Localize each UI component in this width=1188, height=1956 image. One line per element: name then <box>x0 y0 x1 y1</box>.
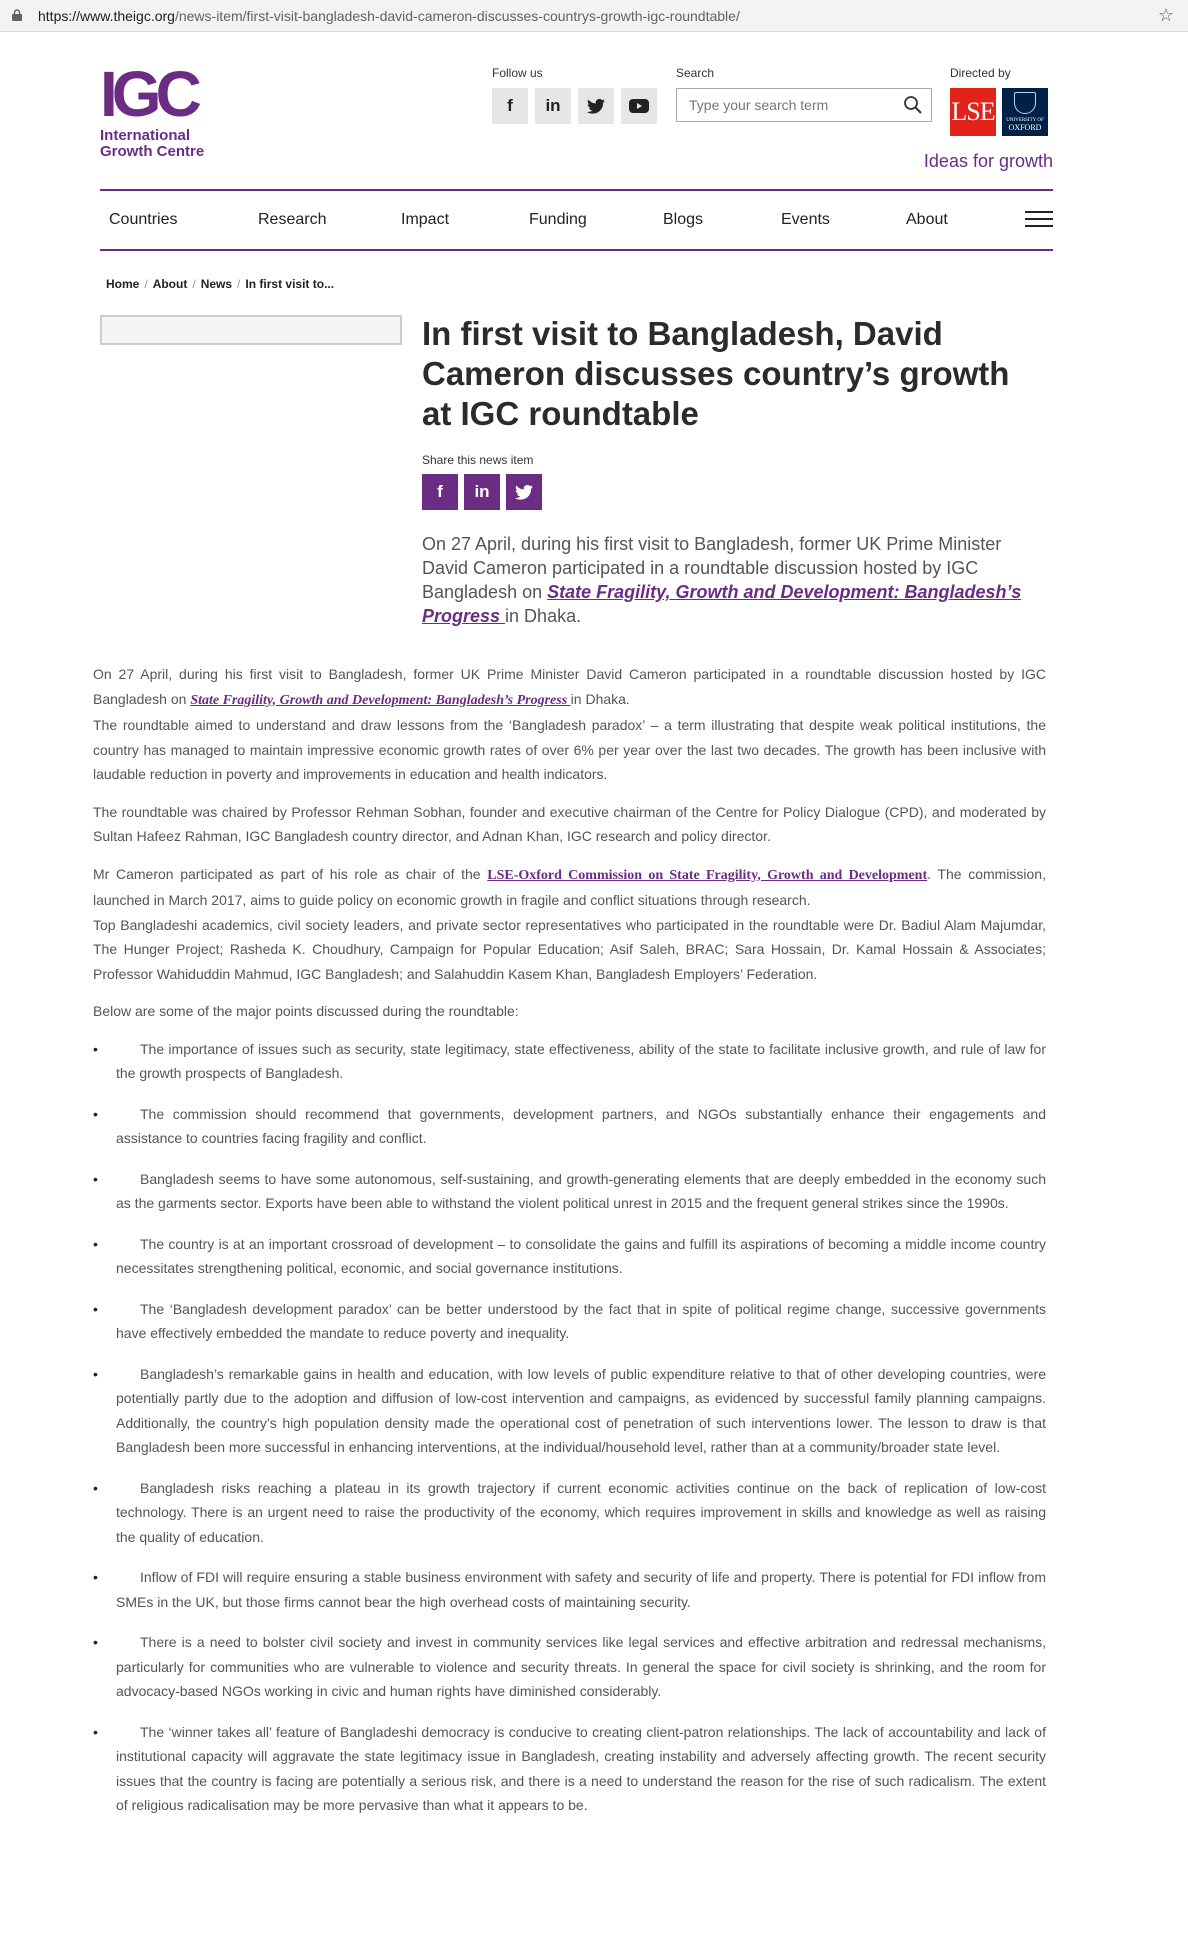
nav-countries[interactable]: Countries <box>109 211 178 228</box>
list-item-text: Inflow of FDI will require ensuring a stable business environment with safety and security of life and property. There is potential for FDI inflow from SMEs in the UK, but those firms cannot bear the high overhead costs of maintaining security. <box>116 1569 1046 1610</box>
search-area <box>676 66 932 122</box>
lead-text: On 27 April, during his first visit to Bangladesh, former UK Prime Minister David Cameron participated in a roundtable discussion hosted by IGC Bangladesh on <box>422 534 1002 602</box>
logo-name-line2: Growth Centre <box>100 143 205 160</box>
breadcrumb <box>106 277 334 291</box>
twitter-icon[interactable] <box>578 88 614 124</box>
article-lead <box>422 532 1047 628</box>
points-list <box>93 1037 1046 1818</box>
oxford-line2: OXFORD <box>1008 123 1042 132</box>
menu-icon[interactable] <box>1025 211 1053 232</box>
follow-us <box>492 66 657 124</box>
logo-mark: IGC <box>100 58 196 130</box>
breadcrumb-current: In first visit to... <box>245 277 335 291</box>
p1-text: On 27 April, during his first visit to Bangladesh, former UK Prime Minister David Cameron participated in a roundtable discussion hosted by IGC Bangladesh on <box>93 666 1046 707</box>
breadcrumb-sep: / <box>237 277 241 291</box>
tagline: Ideas for growth <box>923 151 1053 171</box>
oxford-crest-icon <box>1014 92 1036 114</box>
share-label: Share this news item <box>422 453 534 467</box>
body-paragraph: Below are some of the major points discussed during the roundtable: <box>93 1003 519 1019</box>
list-item-text: There is a need to bolster civil society and invest in community services like legal services and effective arbitration and redressal mechanisms, particularly for communities who are vulnerable to violence and security threats. In general the space for civil society is shrinking, and the room for advocacy-based NGOs working in civic and human rights have diminished considerably. <box>116 1634 1046 1699</box>
logo-name-line1: International <box>100 127 191 144</box>
nav-impact[interactable]: Impact <box>401 211 450 228</box>
list-item-text: The country is at an important crossroad of development – to consolidate the gains and fulfill its aspirations of becoming a middle income country necessitates strengthening political, economic, and social governance institutions. <box>116 1235 1046 1276</box>
list-item <box>93 1297 1046 1346</box>
lse-logo[interactable]: LSE <box>950 88 996 136</box>
nav-funding[interactable]: Funding <box>529 211 587 228</box>
breadcrumb-sep: / <box>192 277 196 291</box>
p4-text-end: . The commission, launched in March 2017, aims to guide policy on economic growth in fragile and conflict situations through research. <box>93 865 1046 908</box>
directed-label: Directed by <box>950 66 1011 80</box>
oxford-logo[interactable] <box>1002 88 1048 136</box>
share-buttons <box>422 474 542 510</box>
commission-link[interactable]: LSE-Oxford Commission on State Fragility, Growth and Development <box>487 867 928 883</box>
body-paragraph: The roundtable aimed to understand and draw lessons from the ‘Bangladesh paradox’ – a term illustrating that despite weak political institutions, the country has managed to maintain impressive economic growth rates of over 6% per year over the last two decades. The growth has been inclusive with laudable reduction in poverty and improvements in education and health indicators. <box>93 717 1046 782</box>
share-facebook-icon[interactable]: f <box>422 474 458 510</box>
body-paragraph <box>93 862 1046 913</box>
body-paragraph: Top Bangladeshi academics, civil society leaders, and private sector representatives who participated in the roundtable were Dr. Badiul Alam Majumdar, The Hunger Project; Rasheda K. Choudhury, Campaign for Popular Education; Asif Saleh, BRAC; Sara Hossain, Dr. Kamal Hossain & Associates; Professor Wahiduddin Mahmud, IGC Bangladesh; and Salahuddin Kasem Khan, Bangladesh Employers’ Federation. <box>93 916 1046 982</box>
oxford-line1: UNIVERSITY OF <box>1006 118 1044 123</box>
list-item-text: The ‘Bangladesh development paradox’ can be better understood by the fact that in spite of political regime change, successive governments have effectively embedded the mandate to reduce poverty and inequality. <box>116 1300 1046 1341</box>
facebook-icon[interactable]: f <box>492 88 528 124</box>
p1-link[interactable]: State Fragility, Growth and Development: Bangladesh’s Progress <box>190 692 571 708</box>
search-label: Search <box>676 66 715 80</box>
url-path: /news-item/first-visit-bangladesh-david-cameron-discusses-countrys-growth-igc-roundtable/ <box>174 8 740 24</box>
lead-text-end: in Dhaka. <box>505 606 582 626</box>
body-paragraph: The roundtable was chaired by Professor Rehman Sobhan, founder and executive chairman of the Centre for Policy Dialogue (CPD), and moderated by Sultan Hafeez Rahman, IGC Bangladesh country director, and Adnan Khan, IGC research and policy director. <box>93 803 1046 844</box>
nav-research[interactable]: Research <box>258 211 327 228</box>
list-item <box>93 1232 1046 1281</box>
browser-address-bar[interactable] <box>0 0 1188 32</box>
nav-about[interactable]: About <box>906 211 948 228</box>
p4-text: Mr Cameron participated as part of his role as chair of the <box>93 865 488 882</box>
list-item-text: Bangladesh’s remarkable gains in health and education, with low levels of public expenditure relative to that of other developing countries, were potentially partly due to the adoption and diffusion of low-cost intervention and campaigns, as evidenced by successful family planning campaigns. Additionally, the country’s high population density made the operational cost of penetration of such interventions lower. The lesson to draw is that Bangladesh been more successful in enhancing interventions, at the individual/household level, rather than at a community/broader state level. <box>116 1365 1046 1455</box>
list-item <box>93 1167 1046 1216</box>
list-item <box>93 1037 1046 1086</box>
nav-blogs[interactable]: Blogs <box>663 211 704 228</box>
breadcrumb-about[interactable]: About <box>152 277 188 291</box>
list-item-text: The importance of issues such as security, state legitimacy, state effectiveness, ability of the state to facilitate inclusive growth, and rule of law for the growth prospects of Bangladesh. <box>116 1040 1046 1081</box>
url-host: https://www.theigc.org <box>38 8 175 24</box>
article-title: In first visit to Bangladesh, David Cameron discusses country’s growth at IGC roundtable <box>422 315 1010 432</box>
lock-icon <box>12 9 22 21</box>
igc-logo[interactable] <box>100 58 220 160</box>
list-item <box>93 1720 1046 1818</box>
breadcrumb-news[interactable]: News <box>200 277 233 291</box>
url-text[interactable] <box>38 8 740 24</box>
list-item <box>93 1362 1046 1460</box>
youtube-icon[interactable] <box>621 88 657 124</box>
list-item <box>93 1630 1046 1704</box>
breadcrumb-sep: / <box>144 277 148 291</box>
search-box[interactable] <box>676 88 932 122</box>
search-icon[interactable] <box>903 95 923 115</box>
list-item-text: Bangladesh seems to have some autonomous, self-sustaining, and growth-generating elements that are deeply embedded in the economy such as the garments sector. Exports have been able to withstand the violent political unrest in 2015 and the frequent general strikes since the 1990s. <box>116 1170 1046 1211</box>
list-item-text: The ‘winner takes all’ feature of Bangladeshi democracy is conducive to creating client-patron relationships. The lack of accountability and lack of institutional capacity will aggravate the state legitimacy issue in Bangladesh, creating instability and adversely affecting growth. The recent security issues that the country is facing are potentially a serious risk, and there is a need to understand the reason for the rise of such radicalism. The extent of religious radicalisation may be more pervasive than what it appears to be. <box>116 1723 1046 1813</box>
linkedin-icon[interactable]: in <box>535 88 571 124</box>
follow-label: Follow us <box>492 66 543 80</box>
lead-link[interactable]: State Fragility, Growth and Development: Bangladesh’s Progress <box>422 582 1022 626</box>
main-nav <box>100 189 1053 251</box>
breadcrumb-home[interactable]: Home <box>106 277 140 291</box>
share-linkedin-icon[interactable]: in <box>464 474 500 510</box>
p1-text-end: in Dhaka. <box>570 690 630 707</box>
nav-events[interactable]: Events <box>781 211 830 228</box>
list-item <box>93 1476 1046 1550</box>
body-paragraph <box>93 662 1046 713</box>
share-twitter-icon[interactable] <box>506 474 542 510</box>
directed-by <box>950 66 1048 136</box>
list-item <box>93 1102 1046 1151</box>
logo-name <box>100 128 220 160</box>
search-input[interactable] <box>677 89 897 121</box>
article-image-placeholder <box>100 315 402 345</box>
list-item-text: The commission should recommend that governments, development partners, and NGOs substantially enhance their engagements and assistance to countries facing fragility and conflict. <box>116 1105 1046 1146</box>
article-body <box>93 662 1046 1834</box>
bookmark-star-icon[interactable]: ☆ <box>1157 5 1174 25</box>
list-item-text: Bangladesh risks reaching a plateau in its growth trajectory if current economic activities continue on the back of replication of low-cost technology. There is an urgent need to raise the productivity of the economy, which requires improvement in skills and knowledge as well as raising the quality of education. <box>116 1479 1046 1545</box>
list-item <box>93 1565 1046 1614</box>
